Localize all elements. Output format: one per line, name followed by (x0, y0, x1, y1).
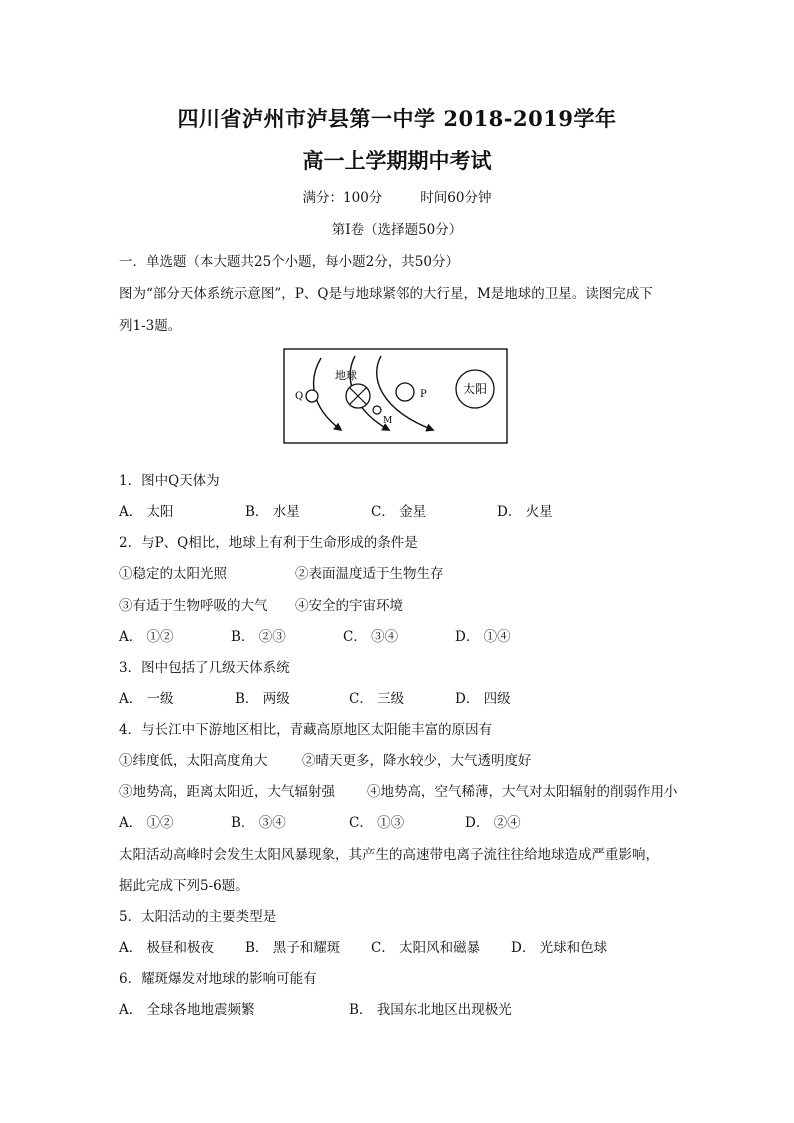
q4-statement-1: ①纬度低，太阳高度角大 (119, 753, 268, 769)
q4-statement-3: ③地势高，距离太阳近，大气辐射强 (119, 784, 335, 800)
q2-statement-4: ④安全的宇宙环境 (295, 598, 403, 614)
q3-option-a[interactable]: A． 一级 (119, 691, 174, 707)
q4-option-d[interactable]: D． ②④ (465, 815, 521, 831)
planet-q (306, 390, 318, 402)
q5-option-c[interactable]: C． 太阳风和磁暴 (371, 940, 481, 956)
label-p: P (420, 389, 427, 400)
q3-stem: 3．图中包括了几级天体系统 (119, 660, 290, 676)
q6-option-b[interactable]: B． 我国东北地区出现极光 (349, 1002, 512, 1018)
q1-option-c[interactable]: C． 金星 (371, 504, 427, 520)
q4-statement-2: ②晴天更多，降水较少，大气透明度好 (302, 753, 532, 769)
q6-stem: 6．耀斑爆发对地球的影响可能有 (119, 971, 317, 987)
q4-option-a[interactable]: A． ①② (119, 815, 174, 831)
q6-option-a[interactable]: A． 全球各地地震频繁 (119, 1002, 255, 1018)
q5-stem: 5．太阳活动的主要类型是 (119, 909, 277, 925)
q2-option-a[interactable]: A． ①② (119, 629, 174, 645)
q2-statement-3: ③有适于生物呼吸的大气 (119, 598, 268, 614)
q4-stem: 4．与长江中下游地区相比，青藏高原地区太阳能丰富的原因有 (119, 722, 493, 738)
q4-statement-4: ④地势高，空气稀薄，大气对太阳辐射的削弱作用小 (367, 784, 678, 800)
q1-stem: 1．图中Q天体为 (119, 473, 220, 489)
q3-option-d[interactable]: D． 四级 (455, 691, 511, 707)
label-earth: 地球 (335, 369, 357, 382)
part1-heading: 一．单选题（本大题共25个小题，每小题2分，共50分） (119, 254, 459, 270)
planet-p (396, 383, 414, 401)
label-sun: 太阳 (462, 382, 488, 396)
q4-option-b[interactable]: B． ③④ (231, 815, 286, 831)
q2-option-b[interactable]: B． ②③ (231, 629, 286, 645)
q2-option-d[interactable]: D． ①④ (455, 629, 511, 645)
q5-option-a[interactable]: A． 极昼和极夜 (119, 940, 215, 956)
q4-option-c[interactable]: C． ①③ (349, 815, 405, 831)
q1-option-b[interactable]: B． 水星 (245, 504, 300, 520)
part2-intro-line2: 据此完成下列5-6题。 (119, 878, 249, 894)
q3-option-c[interactable]: C． 三级 (349, 691, 405, 707)
exam-info (0, 186, 794, 206)
section-title: 第Ⅰ卷（选择题50分） (331, 222, 463, 238)
moon-m (373, 406, 381, 414)
q2-statement-2: ②表面温度适于生物生存 (295, 566, 444, 582)
q2-option-c[interactable]: C． ③④ (343, 629, 399, 645)
q1-option-d[interactable]: D． 火星 (497, 504, 553, 520)
label-m: M (383, 416, 393, 426)
q1-option-a[interactable]: A． 太阳 (119, 504, 174, 520)
q2-stem: 2．与P、Q相比，地球上有利于生命形成的条件是 (119, 535, 418, 551)
part1-intro-line2: 列1-3题。 (119, 318, 182, 334)
celestial-system-diagram (283, 348, 508, 444)
q2-statement-1: ①稳定的太阳光照 (119, 566, 227, 582)
part1-intro-line1: 图为“部分天体系统示意图”，P、Q是与地球紧邻的大行星，M是地球的卫星。读图完成下 (119, 286, 653, 302)
q3-option-b[interactable]: B． 两级 (235, 691, 290, 707)
q5-option-b[interactable]: B． 黑子和耀斑 (245, 940, 341, 956)
exam-title-line1: 四川省泸州市泸县第一中学 2018-2019学年 (177, 106, 617, 131)
full-score: 满分：100分 (302, 190, 383, 206)
label-q: Q (295, 391, 304, 402)
exam-title-line2: 高一上学期期中考试 (302, 148, 492, 173)
part2-intro-line1: 太阳活动高峰时会发生太阳风暴现象，其产生的高速带电离子流往往给地球造成严重影响， (119, 847, 659, 863)
time-limit: 时间60分钟 (420, 190, 492, 206)
q5-option-d[interactable]: D． 光球和色球 (511, 940, 608, 956)
